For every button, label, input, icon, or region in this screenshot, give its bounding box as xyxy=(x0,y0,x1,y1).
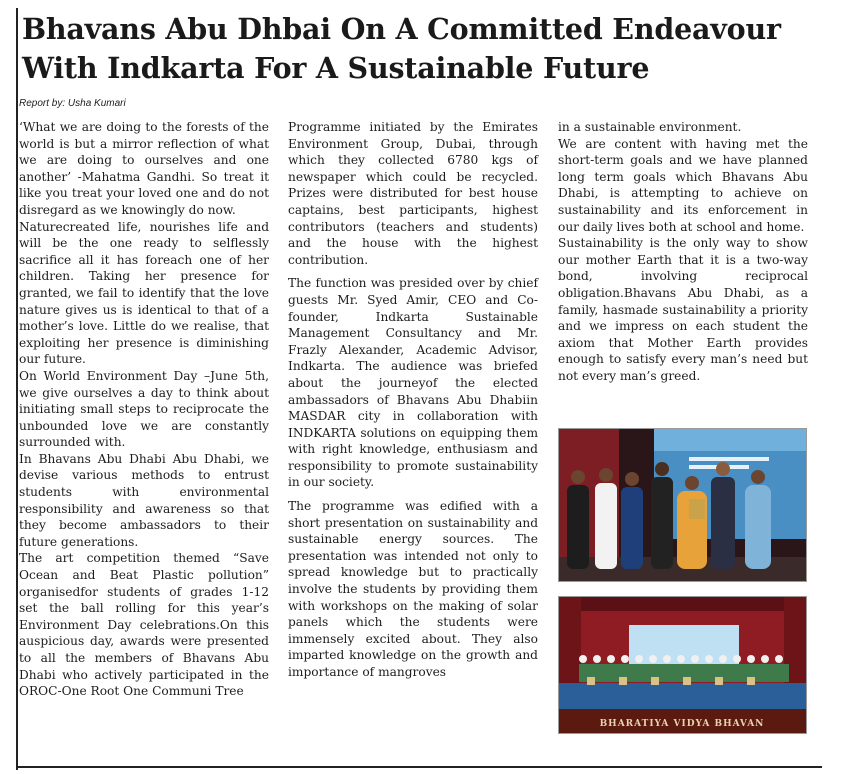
headline-line-1: Bhavans Abu Dhbai On A Committed Endeavour xyxy=(22,12,781,46)
paragraph: ‘What we are doing to the forests of the world is but a mirror reflection of what we are doing to ourselves and one another’ -Mahatma Gandhi. So treat it like you treat your loved one and do not disregard as we knowingly do now. xyxy=(19,120,269,217)
byline: Report by: Usha Kumari xyxy=(19,98,126,109)
paragraph: The art competition themed “Save Ocean and Beat Plastic pollution” organisedfor students of grades 1-12 set the ball rolling for this year’s Environment Day celebrations.On this auspicious day, awards were presented to all the members of Bhavans Abu Dhabi who actively participated in the OROC-One Root One Communi Tree xyxy=(19,551,269,699)
left-border-rule xyxy=(16,8,18,770)
paragraph: in a sustainable environment. xyxy=(558,120,742,134)
column-3 xyxy=(558,119,808,385)
paragraph: The programme was edified with a short presentation on sustainability and sustainable energy sources. The presentation was intended not only to spread knowledge but to practically involve the students by providing them with workshops on the making of solar panels which the students were immensely excited about. They also imparted knowledge on the growth and importance of mangroves xyxy=(288,499,538,679)
paragraph: In Bhavans Abu Dhabi Abu Dhabi, we devise various methods to entrust students with environmental responsibility and awareness so that they become ambassadors to their future generations. xyxy=(19,451,269,549)
paragraph: We are content with having met the short-term goals and we have planned long term goals which Bhavans Abu Dhabi, is attempting to achieve on sustainability and its enforcement in our daily lives both at school and home. xyxy=(558,136,808,234)
group-photo xyxy=(558,596,807,734)
banner-text: BHARATIYA VIDYA BHAVAN xyxy=(599,719,765,729)
column-2 xyxy=(288,119,538,681)
paragraph: On World Environment Day –June 5th, we give ourselves a day to think about initiating small steps to reciprocate the unbounded love we are constantly surrounded with. xyxy=(19,368,269,450)
paragraph: Naturecreated life, nourishes life and will be the one ready to selflessly sacrifice all it has foreach one of her children. Taking her presence for granted, we fail to identify that the love nature gives us is identical to that of a mother’s love. Little do we realise, that exploiting her presence is diminishing our future. xyxy=(19,219,269,367)
paragraph: The function was presided over by chief guests Mr. Syed Amir, CEO and Co-founder, Indkarta Sustainable Management Consultancy and Mr. Frazly Alexander, Academic Advisor, Indkarta. The audience was briefed about the journeyof the elected ambassadors of Bhavans Abu Dhabiin MASDAR city in collaboration with INDKARTA solutions on equipping them with right knowledge, enthusiasm and responsibility to promote sustainability in our society. xyxy=(288,276,538,490)
award-ceremony-photo xyxy=(558,428,807,582)
paragraph: Sustainability is the only way to show our mother Earth that it is a two-way bond, involving reciprocal obligation.Bhavans Abu Dhabi, as a family, hasmade sustainability a priority and we impress on each student the axiom that Mother Earth provides enough to satisfy every man’s need but not every man’s greed. xyxy=(558,236,808,383)
paragraph: Programme initiated by the Emirates Environment Group, Dubai, through which they collected 6780 kgs of newspaper which could be recycled. Prizes were distributed for best house captains, best participants, highest contributors (teachers and students) and the house with the highest contribution. xyxy=(288,120,538,267)
bottom-border-rule xyxy=(16,766,822,768)
headline-line-2: With Indkarta For A Sustainable Future xyxy=(22,51,650,85)
column-1 xyxy=(19,119,269,700)
article-headline xyxy=(22,10,822,88)
